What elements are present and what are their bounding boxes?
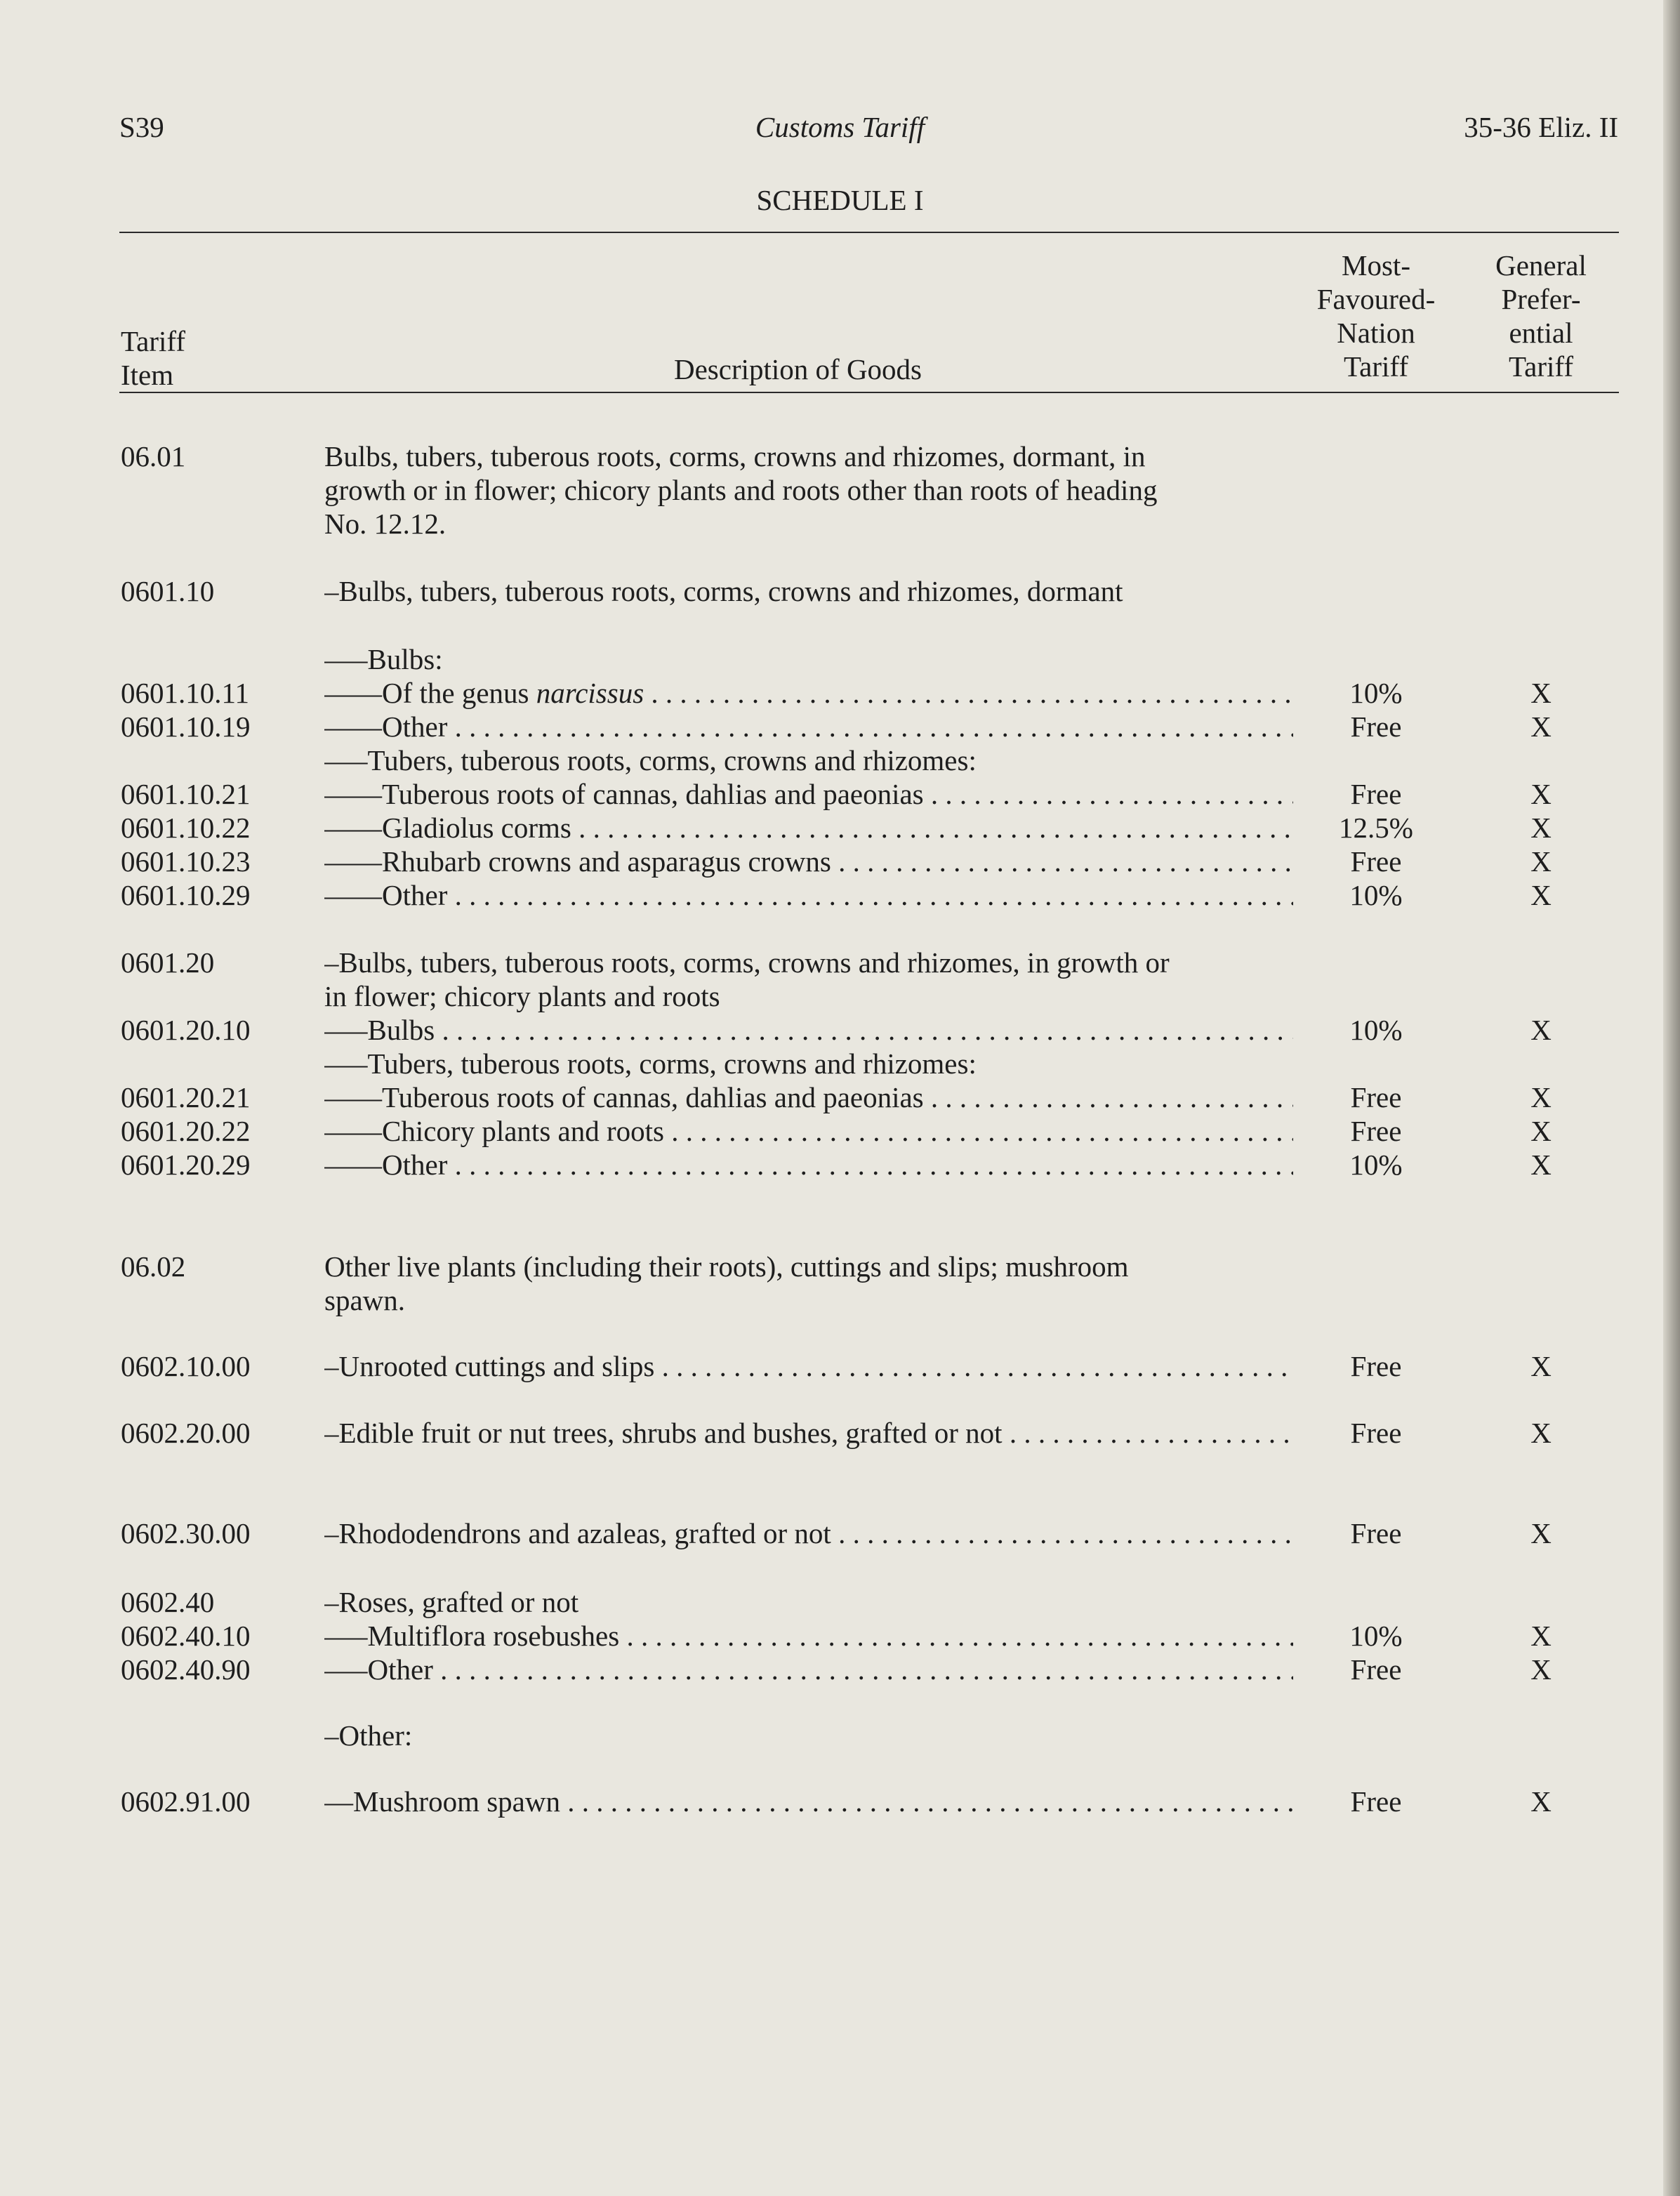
tariff-code: 0601.20.21 <box>121 1081 251 1113</box>
table-row <box>0 1653 1680 1686</box>
description: –Roses, grafted or not <box>324 1586 579 1618</box>
tariff-code: 0602.40.90 <box>121 1653 251 1686</box>
col-header-mfn: Most- Favoured- Nation Tariff <box>1316 249 1436 383</box>
tariff-code: 0602.10.00 <box>121 1350 251 1382</box>
col-header-gpt: General Prefer- ential Tariff <box>1495 249 1587 383</box>
table-row <box>0 1785 1680 1818</box>
header-top-rule <box>119 232 1619 233</box>
tariff-code: 0602.30.00 <box>121 1517 251 1549</box>
mfn-rate: Free <box>1350 1785 1402 1818</box>
table-row <box>0 946 1680 1012</box>
tariff-code: 0601.10 <box>121 575 215 607</box>
mfn-rate: Free <box>1350 778 1402 810</box>
table-row <box>0 878 1680 912</box>
description: –Bulbs, tubers, tuberous roots, corms, crowns and rhizomes, dormant <box>324 575 1123 607</box>
description: ––––Of the genus narcissus . . . <box>324 676 1293 710</box>
gpt-rate: X <box>1530 710 1552 743</box>
mfn-rate: 10% <box>1349 879 1403 911</box>
gpt-rate: X <box>1530 1417 1552 1449</box>
tariff-code: 0601.10.21 <box>121 778 251 810</box>
tariff-code: 0601.20.10 <box>121 1014 251 1046</box>
description: ––––Other . . . <box>324 710 1293 743</box>
tariff-code: 06.02 <box>121 1250 186 1283</box>
description: –––Multiflora rosebushes . . . <box>324 1619 1293 1653</box>
tariff-code: 0602.40.10 <box>121 1620 251 1652</box>
table-row <box>0 1585 1680 1619</box>
description: ––––Chicory plants and roots . . . <box>324 1114 1293 1148</box>
mfn-rate: Free <box>1350 845 1402 878</box>
description: –Rhododendrons and azaleas, grafted or not . . . <box>324 1516 1293 1550</box>
tariff-code: 0601.10.23 <box>121 845 251 878</box>
description: –––Bulbs: <box>324 643 443 675</box>
tariff-code: 0601.20.29 <box>121 1149 251 1181</box>
gpt-rate: X <box>1530 1620 1552 1652</box>
tariff-code: 0601.20.22 <box>121 1115 251 1147</box>
table-row <box>0 1013 1680 1047</box>
description: ––––Tuberous roots of cannas, dahlias and paeonias . . . <box>324 1080 1293 1114</box>
table-row <box>0 1250 1680 1316</box>
tariff-code: 0601.20 <box>121 946 215 979</box>
tariff-code: 0601.10.11 <box>121 677 249 709</box>
description: ––––Gladiolus corms . . . <box>324 811 1293 845</box>
description: –––Tubers, tuberous roots, corms, crowns and rhizomes: <box>324 1047 977 1080</box>
mfn-rate: Free <box>1350 1417 1402 1449</box>
description: ––––Other . . . <box>324 1148 1293 1182</box>
table-row <box>0 574 1680 608</box>
gpt-rate: X <box>1530 677 1552 709</box>
gpt-rate: X <box>1530 879 1552 911</box>
table-row <box>0 1619 1680 1653</box>
table-row <box>0 1516 1680 1550</box>
description: –Other: <box>324 1719 413 1752</box>
table-row <box>0 1047 1680 1080</box>
tariff-code: 0601.10.19 <box>121 710 251 743</box>
description: ––Mushroom spawn . . . <box>324 1785 1293 1818</box>
description: –Edible fruit or nut trees, shrubs and bushes, grafted or not . . . <box>324 1416 1293 1450</box>
description: ––––Other . . . <box>324 878 1293 912</box>
mfn-rate: Free <box>1350 1081 1402 1113</box>
mfn-rate: Free <box>1350 1350 1402 1382</box>
gpt-rate: X <box>1530 1653 1552 1686</box>
mfn-rate: 12.5% <box>1339 812 1413 844</box>
tariff-code: 0602.40 <box>121 1586 215 1618</box>
tariff-code: 0602.91.00 <box>121 1785 251 1818</box>
mfn-rate: Free <box>1350 1653 1402 1686</box>
description: Bulbs, tubers, tuberous roots, corms, crowns and rhizomes, dormant, in growth or in flower; chicory plants and roots other than roots of heading No. 12.12. <box>324 440 1158 540</box>
table-row <box>0 1148 1680 1182</box>
gpt-rate: X <box>1530 1014 1552 1046</box>
mfn-rate: 10% <box>1349 677 1403 709</box>
description: –Bulbs, tubers, tuberous roots, corms, crowns and rhizomes, in growth or in flower; chicory plants and roots <box>324 946 1170 1012</box>
tariff-code: 06.01 <box>121 440 186 472</box>
table-row <box>0 1349 1680 1383</box>
table-row <box>0 642 1680 676</box>
table-row <box>0 1416 1680 1450</box>
description: ––––Tuberous roots of cannas, dahlias and paeonias . . . <box>324 777 1293 811</box>
mfn-rate: 10% <box>1349 1620 1403 1652</box>
schedule-heading: SCHEDULE I <box>756 184 924 216</box>
table-row <box>0 845 1680 878</box>
gpt-rate: X <box>1530 1350 1552 1382</box>
mfn-rate: 10% <box>1349 1149 1403 1181</box>
col-header-description: Description of Goods <box>674 353 922 385</box>
description: Other live plants (including their roots), cuttings and slips; mushroom spawn. <box>324 1250 1129 1316</box>
table-row <box>0 439 1680 540</box>
table-row <box>0 1080 1680 1114</box>
description: –––Tubers, tuberous roots, corms, crowns and rhizomes: <box>324 744 977 776</box>
table-row <box>0 676 1680 710</box>
table-row <box>0 1719 1680 1752</box>
gpt-rate: X <box>1530 1115 1552 1147</box>
gpt-rate: X <box>1530 845 1552 878</box>
regnal-year: 35-36 Eliz. II <box>1464 111 1618 143</box>
gpt-rate: X <box>1530 1149 1552 1181</box>
table-row <box>0 811 1680 845</box>
gpt-rate: X <box>1530 1517 1552 1549</box>
tariff-code: 0601.10.29 <box>121 879 251 911</box>
table-row <box>0 1114 1680 1148</box>
header-bottom-rule <box>119 392 1619 393</box>
col-header-item: Tariff Item <box>121 325 185 391</box>
running-title: Customs Tariff <box>755 111 925 143</box>
table-row <box>0 777 1680 811</box>
table-row <box>0 743 1680 777</box>
mfn-rate: Free <box>1350 710 1402 743</box>
mfn-rate: 10% <box>1349 1014 1403 1046</box>
mfn-rate: Free <box>1350 1115 1402 1147</box>
table-row <box>0 710 1680 743</box>
tariff-code: 0601.10.22 <box>121 812 251 844</box>
tariff-code: 0602.20.00 <box>121 1417 251 1449</box>
gpt-rate: X <box>1530 778 1552 810</box>
gpt-rate: X <box>1530 1785 1552 1818</box>
description: –––Bulbs . . . <box>324 1013 1293 1047</box>
description: ––––Rhubarb crowns and asparagus crowns . . . <box>324 845 1293 878</box>
page-number: S39 <box>119 111 164 143</box>
gpt-rate: X <box>1530 812 1552 844</box>
description: –––Other . . . <box>324 1653 1293 1686</box>
mfn-rate: Free <box>1350 1517 1402 1549</box>
gpt-rate: X <box>1530 1081 1552 1113</box>
description: –Unrooted cuttings and slips . . . <box>324 1349 1293 1383</box>
